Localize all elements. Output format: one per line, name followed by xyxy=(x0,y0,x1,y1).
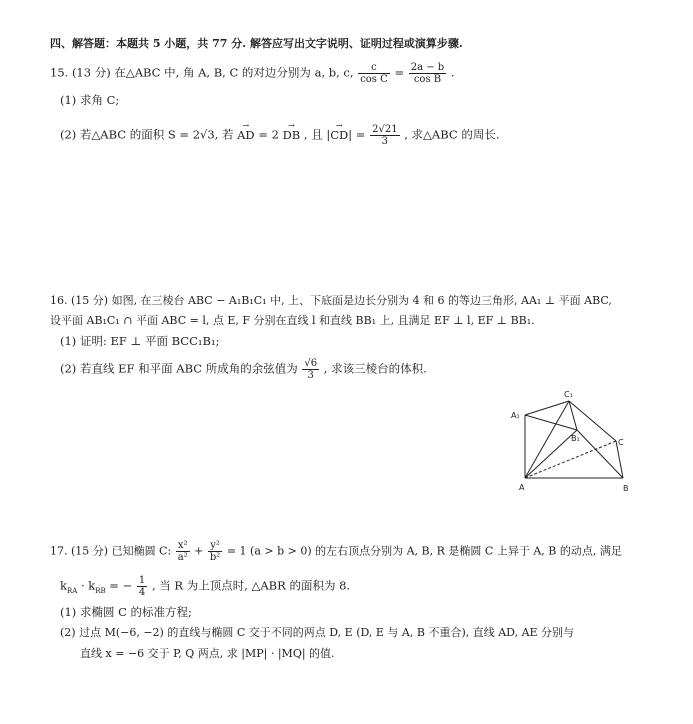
q15-stem-text: 15. (13 分) 在△ABC 中, 角 A, B, C 的对边分别为 a, b, c, xyxy=(50,65,354,80)
edge-a-b1 xyxy=(525,430,577,478)
q15-equals: = xyxy=(394,65,405,80)
label-c: C xyxy=(618,438,624,447)
q15-vector-cd: → CD xyxy=(330,127,348,143)
q15-frac1-numerator: c xyxy=(358,62,390,74)
q15-frac2-denominator: cos B xyxy=(413,74,442,85)
section-header: 四、解答题：本题共 5 小题，共 77 分. 解答应写出文字说明、证明过程或演算步骤. xyxy=(50,37,463,50)
label-a: A xyxy=(519,483,525,492)
edge-a-c-hidden xyxy=(525,441,616,478)
q17-frac2-numerator: y² xyxy=(208,540,222,552)
q15-part2-text-e: , 求△ABC 的周长. xyxy=(404,127,500,142)
edge-a1-b1 xyxy=(525,415,577,430)
q17-frac1-denominator: a² xyxy=(177,552,188,563)
q15-part2-frac-numerator: 2√21 xyxy=(372,124,398,135)
q15-part2-fraction xyxy=(370,124,399,147)
frustum-figure xyxy=(505,385,640,500)
q16-part2-text-a: (2) 若直线 EF 和平面 ABC 所成角的余弦值为 xyxy=(60,361,298,376)
q17-line2-text-d: , 当 R 为上顶点时, △ABR 的面积为 8. xyxy=(151,578,351,593)
q15-frac2-numerator: 2a − b xyxy=(410,62,445,73)
q16-stem-line2: 设平面 AB₁C₁ ∩ 平面 ABC = l, 点 E, F 分别在直线 l 和直线 BB₁ 上, 且满足 EF ⊥ l, EF ⊥ BB₁. xyxy=(50,314,535,327)
q17-plus: + xyxy=(194,544,204,558)
q17-part2-line2: 直线 x = −6 交于 P, Q 两点, 求 |MP| · |MQ| 的值. xyxy=(80,647,335,660)
q17-quarter-denominator: 4 xyxy=(138,587,146,598)
q15-part2-text-b: = 2 xyxy=(258,127,279,142)
q15-stem-fraction-2 xyxy=(409,62,446,85)
q16-part2-text-b: , 求该三棱台的体积. xyxy=(323,361,427,376)
q17-quarter-fraction xyxy=(137,575,147,598)
label-c1: C₁ xyxy=(564,390,573,399)
q15-stem xyxy=(50,62,455,85)
label-b: B xyxy=(623,484,629,493)
q17-frac2-denominator: b² xyxy=(209,552,221,563)
q17-part1: (1) 求椭圆 C 的标准方程; xyxy=(60,605,192,619)
q17-quarter-numerator: 1 xyxy=(138,575,146,586)
q17-part2-line1: (2) 过点 M(−6, −2) 的直线与椭圆 C 交于不同的两点 D, E (D, E 与 A, B 不重合), 直线 AD, AE 分别与 xyxy=(60,626,575,639)
q17-stem-text-b: = 1 (a > b > 0) 的左右顶点分别为 A, B, R 是椭圆 C 上异于 A, B 的动点, 满足 xyxy=(226,544,622,558)
q15-vector-db: → DB xyxy=(283,127,301,143)
q16-part1: (1) 证明: EF ⊥ 平面 BCC₁B₁; xyxy=(60,334,220,348)
edge-b1-b xyxy=(577,430,623,478)
q17-fraction-x xyxy=(176,540,190,563)
q17-fraction-y xyxy=(208,540,222,563)
edge-c1-b1 xyxy=(569,401,577,430)
q17-equals-minus: = − xyxy=(105,578,133,593)
q17-k2-subscript: RB xyxy=(95,586,106,595)
q15-frac1-denominator: cos C xyxy=(360,74,388,85)
q17-frac1-numerator: x² xyxy=(176,540,190,552)
q17-k1-subscript: RA xyxy=(66,586,78,595)
q15-vector-ad: → AD xyxy=(237,127,255,143)
q17-slope-condition xyxy=(60,575,350,599)
q15-part1: (1) 求角 C; xyxy=(60,93,120,107)
q15-part2-text-c: , 且 | xyxy=(303,127,331,142)
q16-part2 xyxy=(60,358,427,381)
q16-stem-line1: 16. (15 分) 如图, 在三棱台 ABC − A₁B₁C₁ 中, 上、下底面是边长分别为 4 和 6 的等边三角形, AA₁ ⊥ 平面 ABC, xyxy=(50,294,612,307)
q17-k1: k xyxy=(60,578,67,593)
label-b1: B₁ xyxy=(571,434,580,443)
q15-part2-frac-denominator: 3 xyxy=(381,136,389,147)
q16-part2-fraction xyxy=(302,358,319,381)
q17-stem xyxy=(50,540,622,563)
q17-stem-text-a: 17. (15 分) 已知椭圆 C: xyxy=(50,544,172,558)
q16-part2-frac-numerator: √6 xyxy=(304,358,318,369)
q15-part2-text-d: | = xyxy=(348,127,366,142)
q15-stem-end: . xyxy=(450,65,455,80)
q15-stem-fraction-1 xyxy=(358,62,390,85)
q16-part2-frac-denominator: 3 xyxy=(307,370,314,381)
q17-k2: · k xyxy=(77,578,96,593)
q15-part2-text-a: (2) 若△ABC 的面积 S = 2√3, 若 xyxy=(60,127,234,142)
label-a1: A₁ xyxy=(511,411,520,420)
q15-part2 xyxy=(60,124,499,147)
